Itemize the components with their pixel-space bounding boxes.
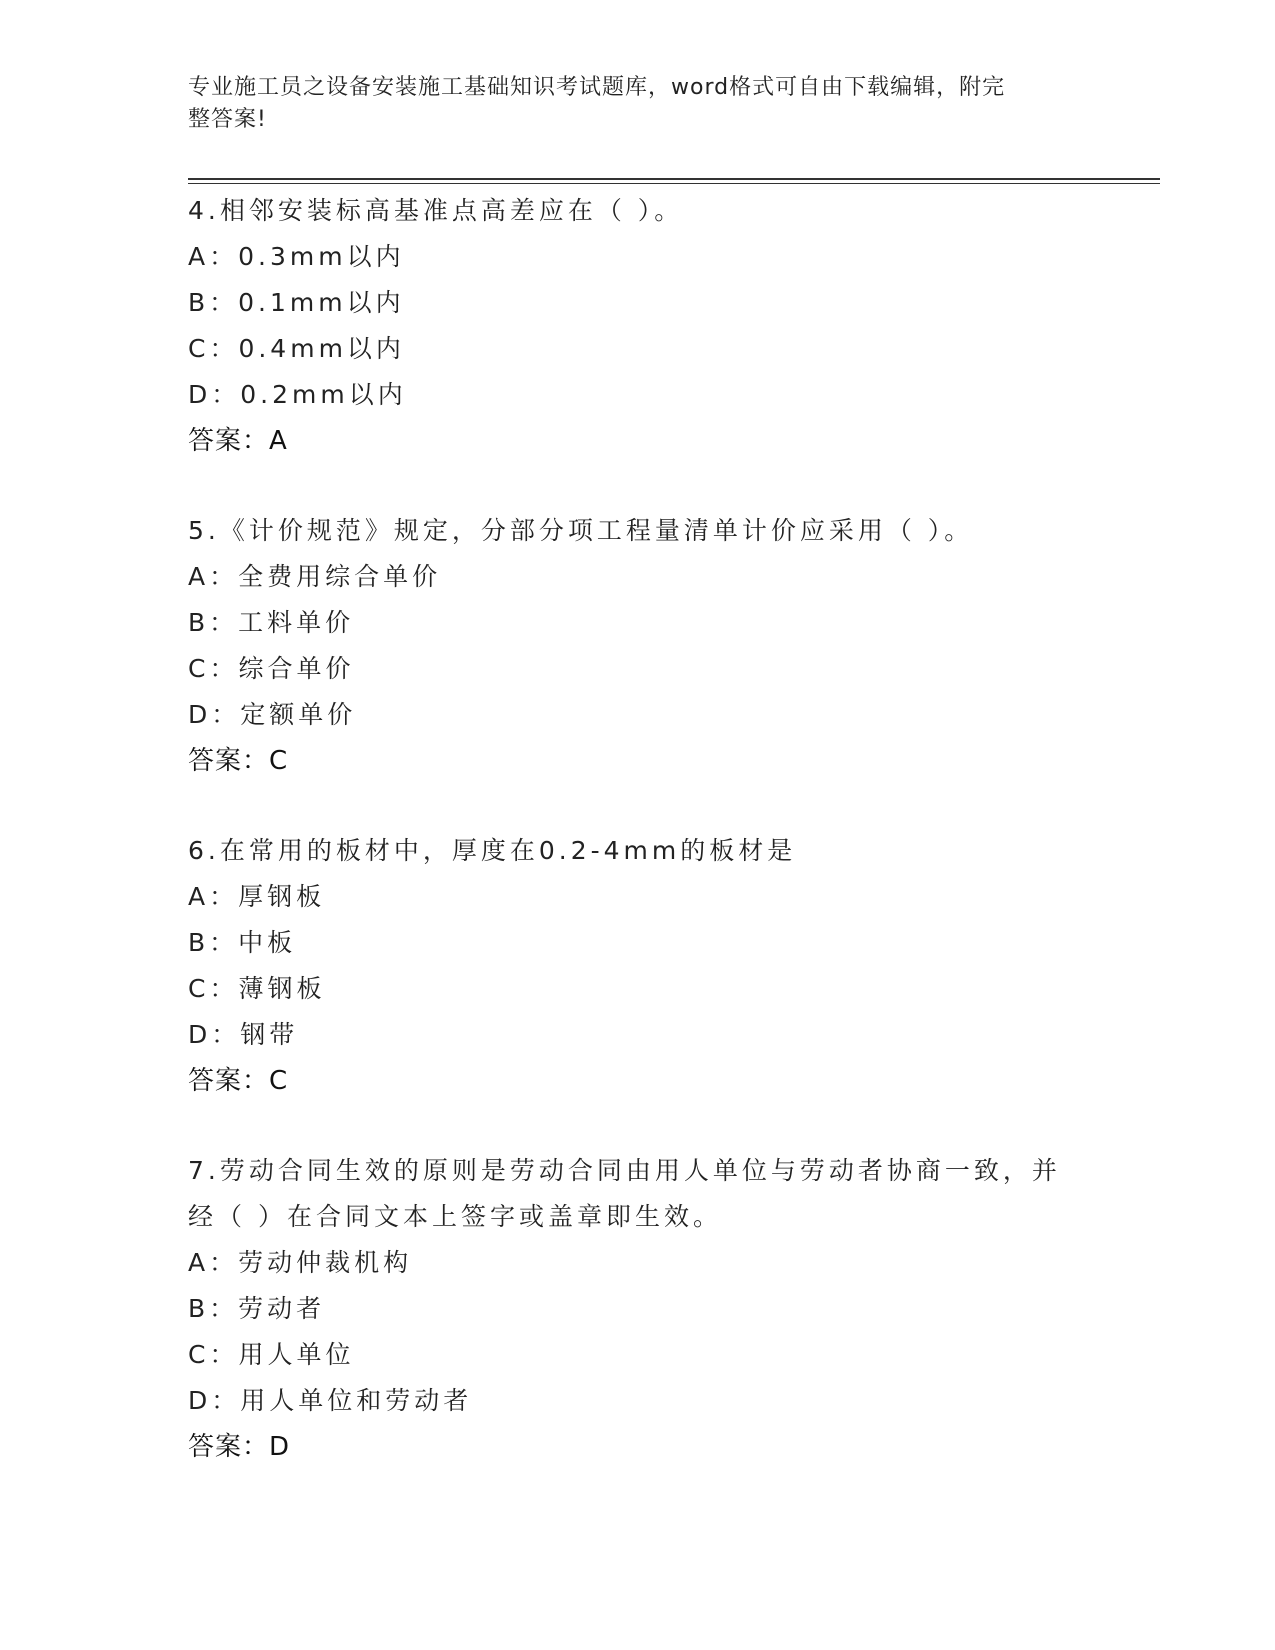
question-stem: 4.相邻安装标高基准点高差应在（ ）。 <box>188 196 684 225</box>
question-4 <box>188 188 1088 464</box>
header-line-1: 专业施工员之设备安装施工基础知识考试题库，word格式可自由下载编辑，附完 <box>188 75 1006 100</box>
header-line-2: 整答案! <box>188 107 267 132</box>
option-d: D：用人单位和劳动者 <box>188 1386 473 1415</box>
answer-line: 答案：C <box>188 746 289 776</box>
option-c: C：0.4mm以内 <box>188 334 405 363</box>
option-a: A：厚钢板 <box>188 882 326 911</box>
option-b: B：中板 <box>188 928 297 957</box>
option-d: D：0.2mm以内 <box>188 380 407 409</box>
option-c: C：用人单位 <box>188 1340 355 1369</box>
question-list <box>188 188 1088 1514</box>
question-5 <box>188 508 1088 784</box>
header-divider-thin <box>188 183 1160 184</box>
header-divider-thick <box>188 178 1160 180</box>
answer-line: 答案：C <box>188 1066 289 1096</box>
question-7 <box>188 1148 1088 1470</box>
option-d: D：钢带 <box>188 1020 299 1049</box>
question-stem-line-1: 7.劳动合同生效的原则是劳动合同由用人单位与劳动者协商一致，并 <box>188 1156 1061 1185</box>
question-stem: 6.在常用的板材中，厚度在0.2-4mm的板材是 <box>188 836 797 865</box>
answer-line: 答案：A <box>188 426 288 456</box>
answer-line: 答案：D <box>188 1432 291 1462</box>
option-b: B：工料单价 <box>188 608 355 637</box>
option-b: B：劳动者 <box>188 1294 326 1323</box>
option-a: A：劳动仲裁机构 <box>188 1248 413 1277</box>
option-a: A：0.3mm以内 <box>188 242 405 271</box>
document-header <box>188 72 1068 136</box>
option-c: C：薄钢板 <box>188 974 326 1003</box>
question-stem-line-2: 经（ ）在合同文本上签字或盖章即生效。 <box>188 1202 722 1231</box>
question-stem: 5.《计价规范》规定，分部分项工程量清单计价应采用（ ）。 <box>188 516 974 545</box>
option-d: D：定额单价 <box>188 700 357 729</box>
option-b: B：0.1mm以内 <box>188 288 405 317</box>
option-a: A：全费用综合单价 <box>188 562 442 591</box>
option-c: C：综合单价 <box>188 654 355 683</box>
question-6 <box>188 828 1088 1104</box>
